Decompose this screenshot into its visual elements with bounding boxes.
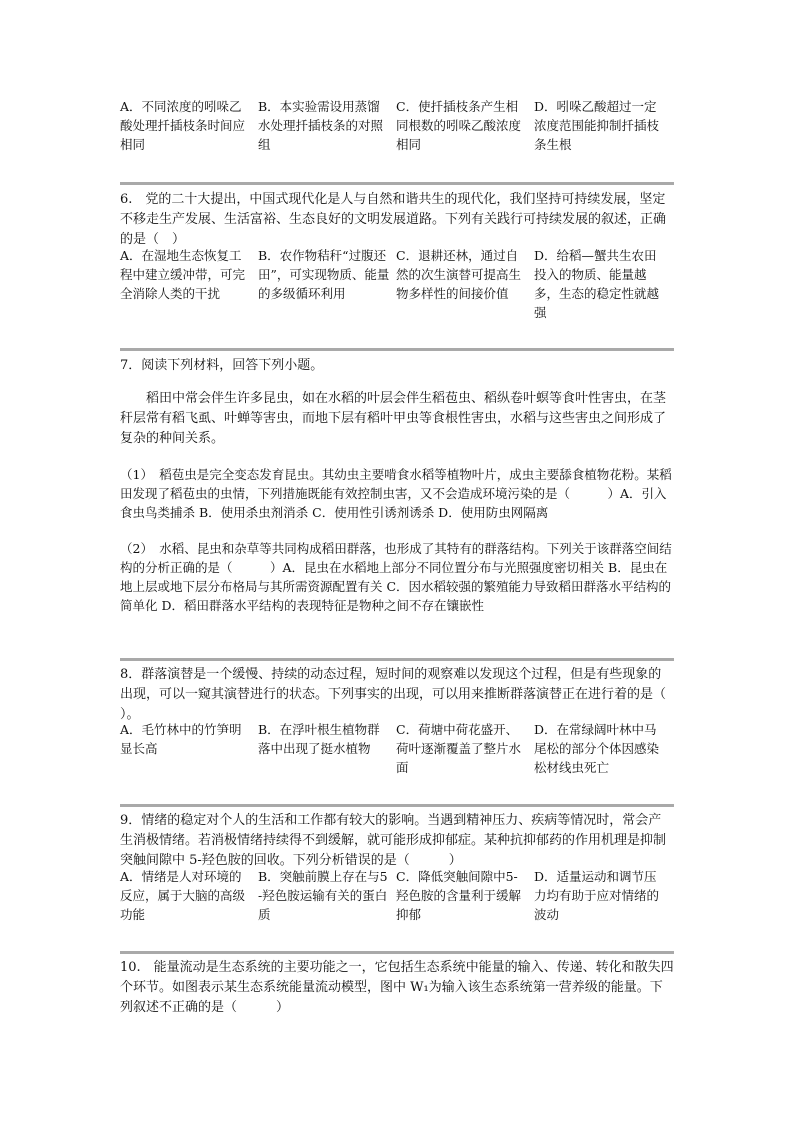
divider xyxy=(120,348,674,351)
q6-option-a[interactable]: A．在湿地生态恢复工程中建立缓冲带，可完全消除人类的干扰 xyxy=(120,248,246,301)
q5-option-a[interactable]: A．不同浓度的吲哚乙酸处理扦插枝条时间应相同 xyxy=(120,99,246,152)
q9-stem: 9．情绪的稳定对个人的生活和工作都有较大的影响。当遇到精神压力、疾病等情况时，常会产生消极情绪。若消极情绪持续得不到缓解，就可能形成抑郁症。某种抗抑郁药的作用机理是抑制突触间隙中 5-羟色胺的回收。下列分析错误的是（ ） xyxy=(120,813,667,868)
divider xyxy=(120,804,674,807)
divider xyxy=(120,951,674,954)
q8-option-b[interactable]: B．在浮叶根生植物群落中出现了挺水植物 xyxy=(258,722,380,756)
q6-options xyxy=(120,246,674,322)
q7-stem: 7．阅读下列材料，回答下列小题。 xyxy=(120,358,324,373)
q8-option-a[interactable]: A．毛竹林中的竹笋明显长高 xyxy=(120,722,242,756)
q7-material: 稻田中常会伴生许多昆虫，如在水稻的叶层会伴生稻苞虫、稻纵卷叶螟等食叶性害虫，在茎秆层常有稻飞虱、叶蝉等害虫，而地下层有稻叶甲虫等食根性害虫，水稻与这些害虫之间形成了复杂的种间关系。 xyxy=(120,391,667,446)
q8-option-d[interactable]: D．在常绿阔叶林中马尾松的部分个体因感染松材线虫死亡 xyxy=(534,722,660,775)
q9-option-d[interactable]: D．适量运动和调节压力均有助于应对情绪的波动 xyxy=(534,869,660,922)
q8-stem: 8．群落演替是一个缓慢、持续的动态过程，短时间的观察难以发现这个过程，但是有些现象的出现，可以一窥其演替进行的状态。下列事实的出现，可以用来推断群落演替正在进行着的是（ ）。 xyxy=(120,667,706,722)
q9-option-b[interactable]: B．突触前膜上存在与5-羟色胺运输有关的蛋白质 xyxy=(258,869,388,922)
divider xyxy=(120,658,674,661)
q7-subquestion-1[interactable]: （1） 稻苞虫是完全变态发育昆虫。其幼虫主要啃食水稻等植物叶片，成虫主要舔食植物花粉。某稻田发现了稻苞虫的虫情，下列措施既能有效控制虫害，又不会造成环境污染的是（ ）A．引入食虫鸟类捕杀 B．使用杀虫剂消杀 C．使用性引诱剂诱杀 D．使用防虫网隔离 xyxy=(120,467,672,520)
q9-options xyxy=(120,867,674,924)
q6-option-b[interactable]: B．农作物秸秆“过腹还田”，可实现物质、能量的多级循环利用 xyxy=(258,248,390,301)
q9-option-c[interactable]: C．降低突触间隙中5-羟色胺的含量利于缓解抑郁 xyxy=(396,869,522,922)
divider xyxy=(120,182,674,185)
q5-option-b[interactable]: B．本实验需设用蒸馏水处理扦插枝条的对照组 xyxy=(258,99,384,152)
q5-option-c[interactable]: C．使扦插枝条产生相同根数的吲哚乙酸浓度相同 xyxy=(396,99,522,152)
q5-option-d[interactable]: D．吲哚乙酸超过一定浓度范围能抑制扦插枝条生根 xyxy=(534,99,660,152)
q7-subquestion-2[interactable]: （2） 水稻、昆虫和杂草等共同构成稻田群落，也形成了其特有的群落结构。下列关于该群落空间结构的分析正确的是（ ）A．昆虫在水稻地上部分不同位置分布与光照强度密切相关 B．昆虫在地上层或地下层分布格局与其所需资源配置有关 C．因水稻较强的繁殖能力导致稻田群落水平结构的简单化 D．稻田群落水平结构的表现特征是物种之间不存在镶嵌性 xyxy=(120,541,672,613)
q6-option-d[interactable]: D．给稻—蟹共生农田投入的物质、能量越多，生态的稳定性就越强 xyxy=(534,248,660,320)
q6-option-c[interactable]: C．退耕还林，通过自然的次生演替可提高生物多样性的间接价值 xyxy=(396,248,522,301)
q9-option-a[interactable]: A．情绪是人对环境的反应，属于大脑的高级功能 xyxy=(120,869,246,922)
q10-stem: 10. 能量流动是生态系统的主要功能之一，它包括生态系统中能量的输入、传递、转化和散失四个环节。如图表示某生态系统能量流动模型，图中 W₁为输入该生态系统第一营养级的能量。下列叙述不正确的是（ ） xyxy=(120,960,674,1015)
q8-option-c[interactable]: C．荷塘中荷花盛开、荷叶逐渐覆盖了整片水面 xyxy=(396,722,522,775)
q6-stem: 6. 党的二十大提出，中国式现代化是人与自然和谐共生的现代化，我们坚持可持续发展，坚定不移走生产发展、生活富裕、生态良好的文明发展道路。下列有关践行可持续发展的叙述，正确的是（ ） xyxy=(120,192,667,247)
q8-options xyxy=(120,720,674,777)
q5-options xyxy=(120,97,674,154)
